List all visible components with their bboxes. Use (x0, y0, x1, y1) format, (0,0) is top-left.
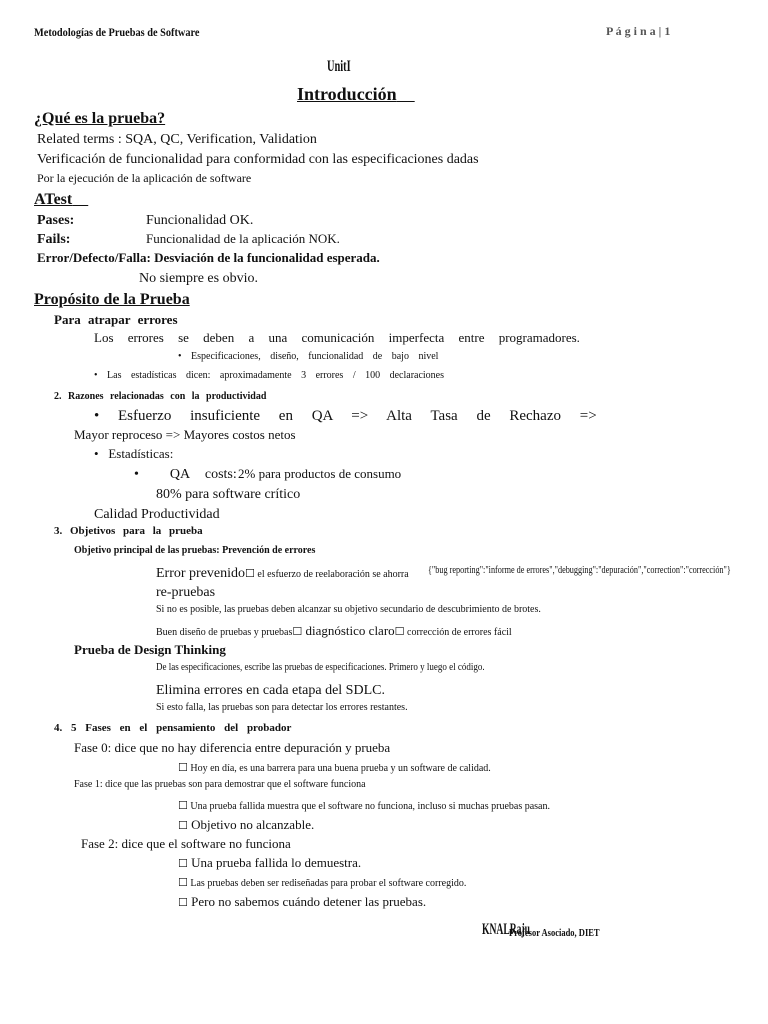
errors-cause: Los errores se deben a una comunicación imperfecta entre programadores. (94, 330, 580, 345)
secondary-objective: Si no es posible, las pruebas deben alcanzar su objetivo secundario de descubrimiento de brotes. (156, 604, 541, 615)
quality-productivity: Calidad Productividad (94, 507, 220, 522)
header-page-number: P á g i n a | 1 (606, 24, 671, 38)
purpose-2-title: 2. Razones relacionadas con la productividad (54, 391, 267, 402)
fails-label: Fails: (37, 232, 71, 247)
error-definition: Error/Defecto/Falla: Desviación de la funcionalidad esperada. (37, 250, 380, 265)
retesting: re-pruebas (156, 585, 216, 600)
author-signature: KNALRaju (482, 921, 531, 938)
bullet-icon: • (178, 351, 182, 362)
eliminate-errors-sdlc: Elimina errores en cada etapa del SDLC. (156, 683, 385, 698)
checkbox-icon: ☐ (178, 761, 188, 774)
purpose-1-title: Para atrapar errores (54, 312, 178, 327)
rework-line: Mayor reproceso => Mayores costos netos (74, 427, 296, 442)
checkbox-icon: ☐ (178, 876, 188, 889)
phase-2-note-3: ☐ Pero no sabemos cuándo detener las pruebas. (178, 894, 427, 909)
good-test-design: Buen diseño de pruebas y pruebas☐ diagnóstico claro☐ corrección de errores fácil (156, 623, 512, 638)
checkbox-icon: ☐ (178, 819, 188, 832)
heading-purpose: Propósito de la Prueba (34, 291, 190, 308)
page-title: Introducción (297, 84, 397, 104)
unit-label: UnitI (327, 58, 351, 75)
checkbox-icon: ☐ (178, 857, 188, 870)
qa-cost-consumer: 2% para productos de consumo (238, 466, 402, 481)
checkbox-icon: ☐ (178, 896, 188, 909)
main-objective: Objetivo principal de las pruebas: Prevención de errores (74, 545, 316, 556)
verification-line: Verificación de funcionalidad para conformidad con las especificaciones dadas (37, 152, 479, 167)
error-prevented: Error prevenido☐ el esfuerzo de reelaboración se ahorra (156, 566, 409, 581)
translation-json-note: {"bug reporting":"informe de errores","debugging":"depuración","correction":"corrección"} (428, 565, 731, 576)
related-terms: Related terms : SQA, QC, Verification, Validation (37, 132, 317, 147)
bullet-statistics: • Las estadísticas dicen: aproximadamente 3 errores / 100 declaraciones (94, 370, 445, 381)
not-always-obvious: No siempre es obvio. (139, 271, 258, 286)
phase-1-note-2: ☐ Objetivo no alcanzable. (178, 817, 315, 832)
phase-2-note-2: ☐ Las pruebas deben ser rediseñadas para probar el software corregido. (178, 876, 467, 889)
bullet-icon: • (94, 446, 99, 461)
phase-0-note: ☐ Hoy en día, es una barrera para una buena prueba y un software de calidad. (178, 761, 491, 774)
bullet-specifications: • Especificaciones, diseño, funcionalidad de bajo nivel (178, 351, 439, 362)
purpose-3-title: 3. Objetivos para la prueba (54, 525, 203, 537)
specs-first-line: De las especificaciones, escribe las pruebas de especificaciones. Primero y luego el código. (156, 662, 485, 673)
detect-remaining: Si esto falla, las pruebas son para detectar los errores restantes. (156, 702, 408, 713)
checkbox-icon: ☐ (245, 567, 255, 580)
checkbox-icon: ☐ (178, 799, 188, 812)
header-doc-title: Metodologías de Pruebas de Software (34, 25, 200, 39)
bullet-insufficient-effort: • Esfuerzo insuficiente en QA => Alta Tasa de Rechazo => (94, 408, 597, 424)
bullet-icon: • (134, 467, 139, 482)
phase-0: Fase 0: dice que no hay diferencia entre depuración y prueba (74, 740, 391, 755)
bullet-icon: • (94, 370, 98, 381)
pases-text: Funcionalidad OK. (146, 213, 254, 228)
checkbox-icon: ☐ (394, 625, 405, 638)
phase-1: Fase 1: dice que las pruebas son para demostrar que el software funciona (74, 779, 366, 790)
heading-what-is-testing: ¿Qué es la prueba? (34, 110, 166, 127)
bullet-statistics-2: • Estadísticas: (94, 446, 174, 461)
purpose-4-title: 4. 5 Fases en el pensamiento del probador (54, 722, 292, 734)
phase-2-note-1: ☐ Una prueba fallida lo demuestra. (178, 855, 362, 870)
phase-2: Fase 2: dice que el software no funciona (81, 836, 291, 851)
pases-label: Pases: (37, 213, 75, 228)
execution-line: Por la ejecución de la aplicación de software (37, 171, 252, 185)
bullet-icon: • (94, 408, 100, 424)
phase-1-note-1: ☐ Una prueba fallida muestra que el software no funciona, incluso si muchas pruebas pasan. (178, 799, 550, 812)
bullet-qa-costs: • QA costs: (134, 467, 237, 482)
fails-text: Funcionalidad de la aplicación NOK. (146, 231, 340, 246)
qa-cost-critical: 80% para software crítico (156, 487, 301, 502)
checkbox-icon: ☐ (292, 625, 303, 638)
design-thinking-title: Prueba de Design Thinking (74, 642, 226, 657)
heading-atest: ATest (34, 191, 73, 208)
author-role: Profesor Asociado, DIET (509, 928, 600, 939)
